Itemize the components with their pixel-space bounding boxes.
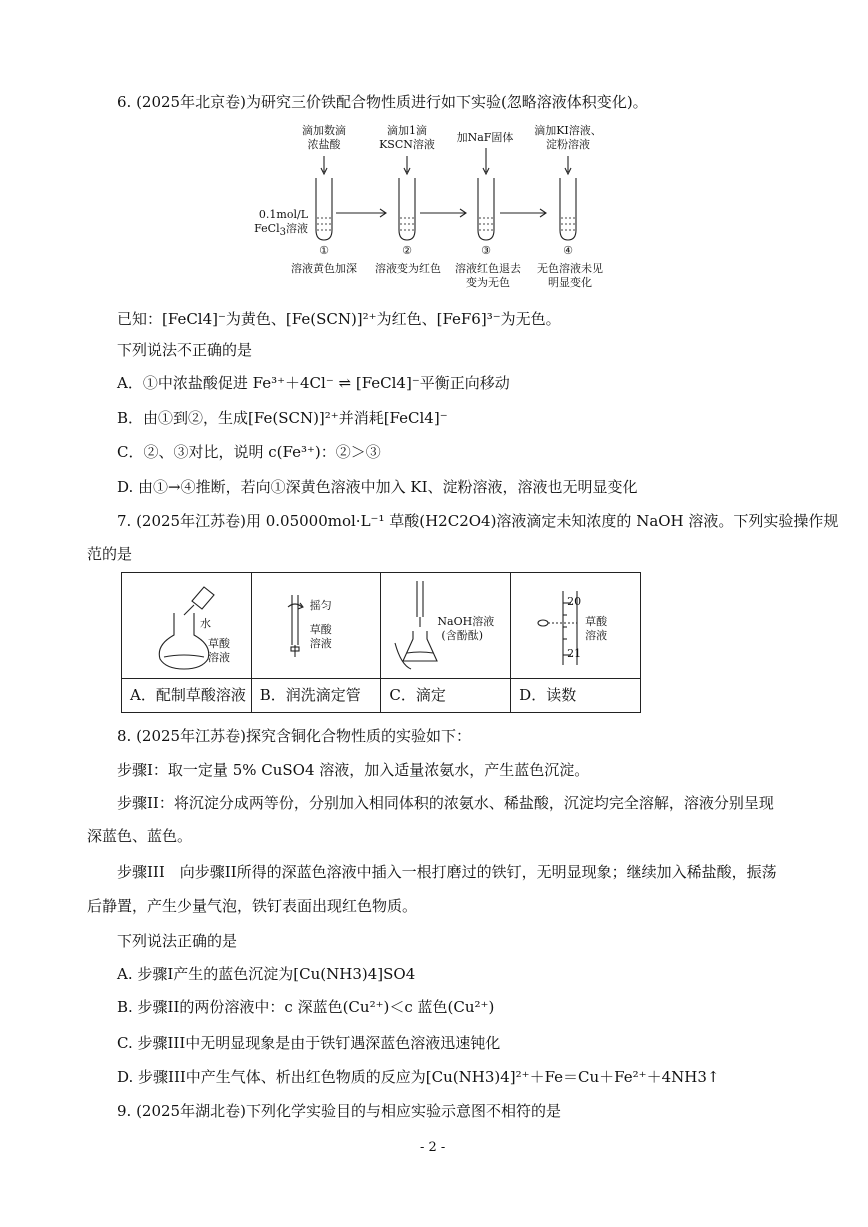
- reagent-label: KSCN溶液: [379, 138, 435, 151]
- label-oxalic: 草酸: [309, 623, 332, 636]
- scale-21: 21: [567, 647, 582, 660]
- q6-option-d: D. 由①→④推断，若向①深黄色溶液中加入 KI、淀粉溶液，溶液也无明显变化: [117, 478, 638, 496]
- scale-20: 20: [567, 595, 582, 608]
- tube-number: ④: [563, 244, 573, 257]
- label-solution: 溶液: [208, 651, 230, 664]
- volumetric-flask-icon: [122, 573, 252, 678]
- q7-option-c-picture: [381, 573, 511, 679]
- label-naoh: NaOH溶液: [437, 615, 495, 628]
- q7-stem-cont: 范的是: [87, 545, 133, 563]
- reagent-label: 滴加KI溶液、: [534, 124, 602, 137]
- reagent-label: 滴加1滴: [387, 124, 427, 137]
- q8-step3: 步骤III 向步骤II所得的深蓝色溶液中插入一根打磨过的铁钉，无明显现象；继续加入稀盐酸，振荡: [117, 863, 777, 881]
- q8-step1: 步骤I：取一定量 5% CuSO4 溶液，加入适量浓氨水，产生蓝色沉淀。: [117, 761, 590, 779]
- observation-label: 明显变化: [548, 276, 592, 289]
- initial-solution-label: FeCl3溶液: [254, 222, 308, 238]
- burette-reading-icon: [511, 573, 641, 678]
- label-phenolphthalein: (含酚酞): [441, 629, 484, 642]
- q8-option-c: C. 步骤III中无明显现象是由于铁钉遇深蓝色溶液迅速钝化: [117, 1034, 501, 1052]
- label-oxalic: 草酸: [585, 615, 608, 628]
- q8-step2: 步骤II：将沉淀分成两等份，分别加入相同体积的浓氨水、稀盐酸，沉淀均完全溶解，溶液分别呈现: [117, 794, 774, 812]
- q7-option-d: D．读数: [511, 679, 641, 713]
- label-solution: 溶液: [309, 637, 332, 650]
- q6-option-b: B．由①到②，生成[Fe(SCN)]²⁺并消耗[FeCl4]⁻: [117, 409, 448, 427]
- q6-experiment-diagram: [248, 118, 628, 300]
- q8-option-d: D. 步骤III中产生气体、析出红色物质的反应为[Cu(NH3)4]²⁺＋Fe＝Cu＋Fe²⁺＋4NH3↑: [117, 1068, 720, 1086]
- q8-stem: 8. (2025年江苏卷)探究含铜化合物性质的实验如下：: [117, 727, 471, 745]
- q8-step3-cont: 后静置，产生少量气泡，铁钉表面出现红色物质。: [87, 897, 418, 915]
- reagent-label: 滴加数滴: [302, 124, 346, 137]
- q6-option-a: A．①中浓盐酸促进 Fe³⁺＋4Cl⁻ ⇌ [FeCl4]⁻平衡正向移动: [117, 374, 510, 392]
- tube-number: ③: [481, 244, 491, 257]
- reagent-label: 淀粉溶液: [546, 138, 590, 151]
- q7-option-a-picture: [122, 573, 252, 679]
- observation-label: 变为无色: [466, 276, 510, 289]
- observation-label: 无色溶液未见: [537, 262, 603, 275]
- q6-question: 下列说法不正确的是: [117, 341, 253, 359]
- reagent-label: 浓盐酸: [307, 138, 341, 151]
- q7-option-b-picture: [251, 573, 381, 679]
- q7-option-b: B．润洗滴定管: [251, 679, 381, 713]
- label-solution: 溶液: [585, 629, 608, 642]
- q7-option-a: A．配制草酸溶液: [122, 679, 252, 713]
- q9-stem: 9. (2025年湖北卷)下列化学实验目的与相应实验示意图不相符的是: [117, 1102, 561, 1120]
- q6-option-c: C．②、③对比，说明 c(Fe³⁺)：②＞③: [117, 443, 381, 461]
- q7-stem: 7. (2025年江苏卷)用 0.05000mol·L⁻¹ 草酸(H2C2O4)溶液滴定未知浓度的 NaOH 溶液。下列实验操作规: [117, 512, 839, 530]
- reagent-label: 加NaF固体: [456, 131, 514, 144]
- tube-number: ②: [402, 244, 412, 257]
- initial-solution-label: 0.1mol/L: [258, 208, 308, 221]
- q8-option-a: A. 步骤I产生的蓝色沉淀为[Cu(NH3)4]SO4: [117, 965, 416, 983]
- label-shake: 摇匀: [309, 599, 332, 612]
- observation-label: 溶液变为红色: [375, 262, 441, 275]
- label-oxalic: 草酸: [208, 637, 230, 650]
- q7-option-c: C．滴定: [381, 679, 511, 713]
- q6-known: 已知：[FeCl4]⁻为黄色、[Fe(SCN)]²⁺为红色、[FeF6]³⁻为无色。: [117, 310, 561, 328]
- observation-label: 溶液黄色加深: [291, 262, 357, 275]
- q7-option-d-picture: [511, 573, 641, 679]
- page-number: - 2 -: [420, 1140, 446, 1155]
- q7-options-table: [121, 572, 641, 713]
- q8-question: 下列说法正确的是: [117, 932, 238, 950]
- q8-option-b: B. 步骤II的两份溶液中：c 深蓝色(Cu²⁺)＜c 蓝色(Cu²⁺): [117, 998, 495, 1016]
- q8-step2-cont: 深蓝色、蓝色。: [87, 827, 193, 845]
- label-water: 水: [200, 617, 211, 630]
- tube-number: ①: [319, 244, 329, 257]
- observation-label: 溶液红色退去: [455, 262, 521, 275]
- q6-stem: 6. (2025年北京卷)为研究三价铁配合物性质进行如下实验(忽略溶液体积变化)。: [117, 93, 648, 111]
